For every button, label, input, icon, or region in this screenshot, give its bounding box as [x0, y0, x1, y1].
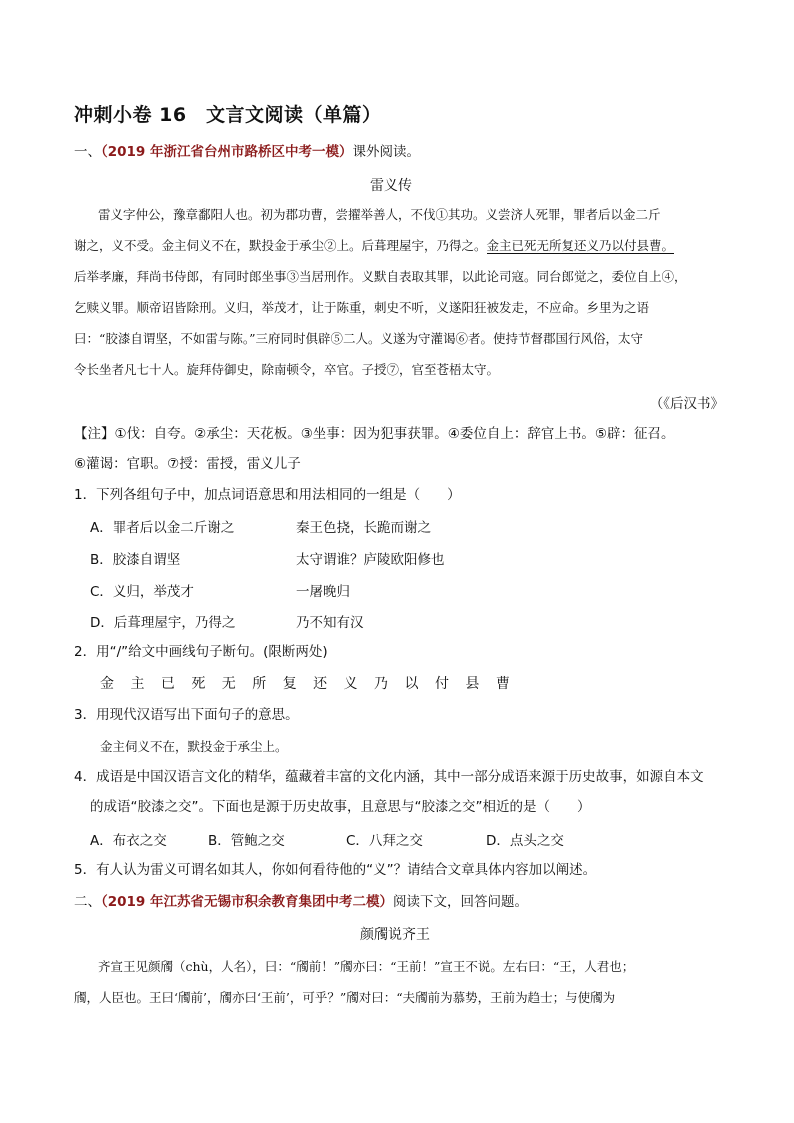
q1-option-b-left: B．胶漆自谓坚 — [90, 552, 181, 568]
q1-option-a-right: 秦王色挠，长跪而谢之 — [296, 520, 431, 536]
notes-line: 【注】①伐：自夸。②承尘：天花板。③坐事：因为犯事获罪。④委位自上：辞官上书。⑤辟：征召。 — [74, 426, 675, 442]
q4-option-a: A．布衣之交 — [90, 833, 167, 849]
question-1: 1．下列各组句子中，加点词语意思和用法相同的一组是（ ） — [74, 487, 461, 503]
passage1-line: 令长坐者凡七十人。旋拜侍御史，除南顿令，卒官。子授⑦，官至苍梧太守。 — [74, 362, 500, 377]
passage2-title: 颜斶说齐王 — [360, 927, 430, 943]
section2-header — [74, 892, 528, 912]
notes-line: ⑥灌谒：官职。⑦授：雷授，雷义儿子 — [74, 456, 301, 472]
passage1-citation: （《后汉书》 — [649, 396, 724, 412]
question-4-line: 的成语“胶漆之交”。下面也是源于历史故事，且意思与“胶漆之交”相近的是（ ） — [90, 799, 591, 815]
section1-header — [74, 142, 420, 162]
q1-option-c-right: 一屠晚归 — [296, 584, 350, 600]
q3-sentence: 金主伺义不在，默投金于承尘上。 — [100, 739, 288, 754]
passage1-line: 雷义字仲公，豫章鄱阳人也。初为郡功曹，尝擢举善人，不伐①其功。义尝济人死罪，罪者后以金二斤 — [98, 207, 661, 222]
passage1-line: 曰：“胶漆自谓坚，不如雷与陈。”三府同时俱辟⑤二人。义遂为守灌谒⑥者。使持节督郡国行风俗，太守 — [74, 331, 644, 346]
question-4-line: 4．成语是中国汉语言文化的精华，蕴藏着丰富的文化内涵，其中一部分成语来源于历史故事，如源自本文 — [74, 769, 704, 785]
passage1-title: 雷义传 — [370, 178, 412, 194]
section1-source: （2019 年浙江省台州市路桥区中考一模） — [101, 144, 353, 160]
passage2-line: 齐宣王见颜斶（chù，人名），曰：“斶前！”斶亦曰：“王前！”宣王不说。左右曰：“王，人君也； — [98, 959, 635, 974]
passage1-line — [74, 236, 674, 254]
q2-sentence: 金 主 已 死 无 所 复 还 义 乃 以 付 县 曹 — [100, 676, 516, 692]
section1-instruction: 课外阅读。 — [352, 144, 421, 160]
section1-prefix: 一、 — [74, 144, 101, 160]
q4-option-b: B．管鲍之交 — [208, 833, 285, 849]
q4-option-c: C．八拜之交 — [346, 833, 423, 849]
passage1-line-part: 谢之，义不受。金主伺义不在，默投金于承尘②上。后葺理屋宇，乃得之。 — [74, 238, 487, 253]
passage2-line: 斶，人臣也。王曰‘斶前’，斶亦曰‘王前’，可乎？”斶对曰：“夫斶前为慕势，王前为趋士；与使斶为 — [74, 990, 616, 1005]
page-title: 冲刺小卷 16 文言文阅读（单篇） — [74, 104, 382, 126]
question-5: 5．有人认为雷义可谓名如其人，你如何看待他的“义”？请结合文章具体内容加以阐述。 — [74, 862, 597, 878]
q1-option-a-left: A．罪者后以金二斤谢之 — [90, 520, 235, 536]
q4-option-d: D．点头之交 — [486, 833, 564, 849]
section2-instruction: 阅读下文，回答问题。 — [393, 894, 529, 910]
q1-option-d-right: 乃不知有汉 — [296, 615, 364, 631]
q1-option-b-right: 太守谓谁？庐陵欧阳修也 — [296, 552, 445, 568]
section2-source: （2019 年江苏省无锡市积余教育集团中考二模） — [101, 894, 394, 910]
q1-option-c-left: C．义归，举茂才 — [90, 584, 194, 600]
section2-prefix: 二、 — [74, 894, 101, 910]
question-3: 3．用现代汉语写出下面句子的意思。 — [74, 707, 299, 723]
passage2 — [74, 957, 724, 1017]
underlined-sentence: 金主已死无所复还义乃以付县曹。 — [486, 238, 675, 253]
passage1-line: 后举孝廉，拜尚书侍郎，有同时郎坐事③当居刑作。义默自表取其罪，以此论司寇。同台郎觉之，委位自上④， — [74, 269, 687, 284]
q1-option-d-left: D．后葺理屋宇，乃得之 — [90, 615, 236, 631]
passage1 — [74, 205, 724, 385]
question-2: 2．用“/”给文中画线句子断句。(限断两处) — [74, 644, 328, 660]
passage1-line: 乞赎义罪。顺帝诏皆除刑。义归，举茂才，让于陈重，刺史不听，义遂阳狂被发走，不应命。乡里为之语 — [74, 300, 650, 315]
